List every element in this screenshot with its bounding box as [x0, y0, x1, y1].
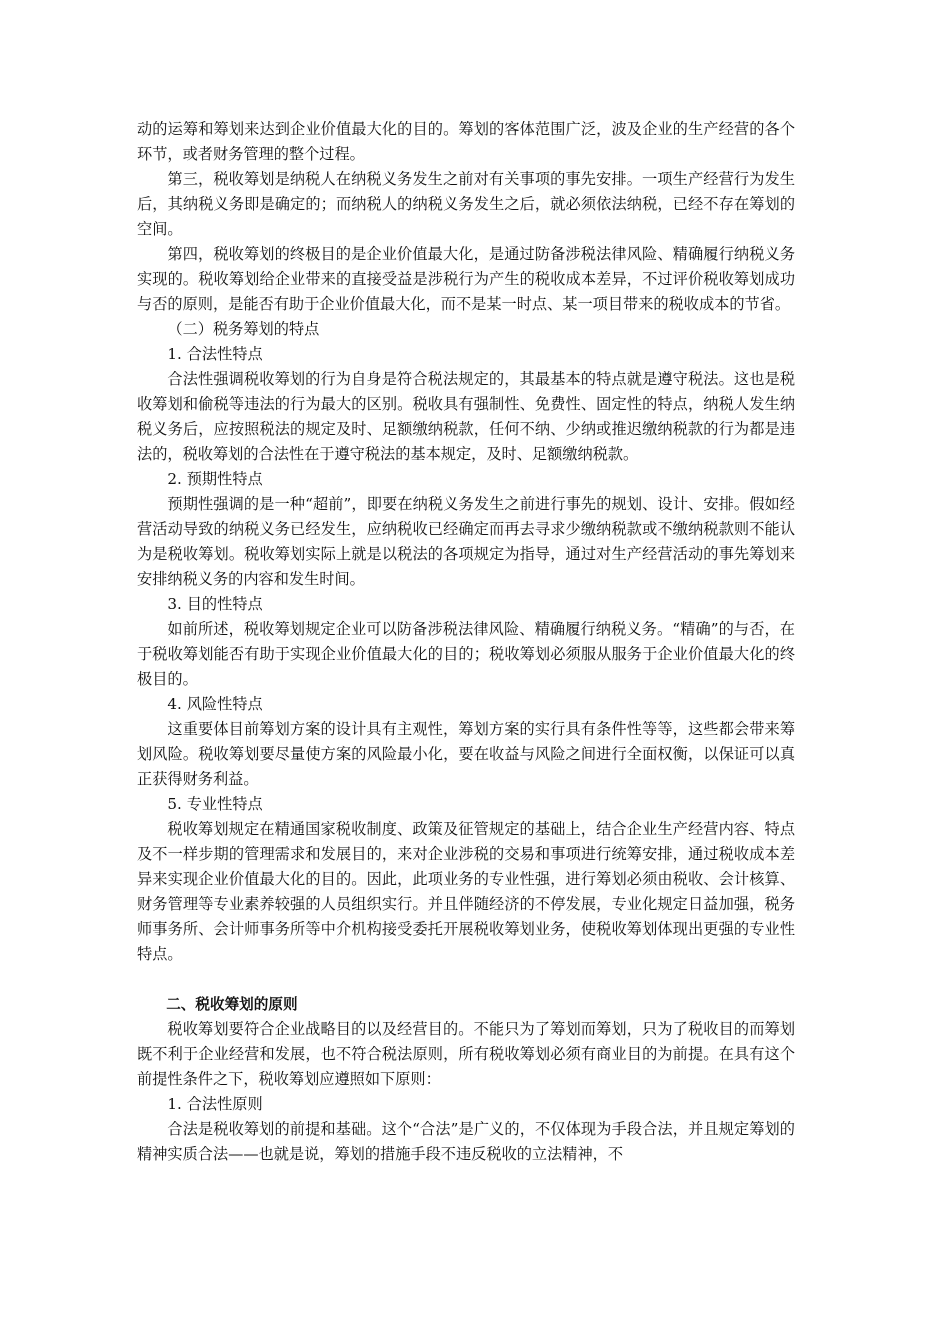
blank-line [137, 967, 795, 992]
subheading-professional: 5. 专业性特点 [167, 795, 263, 813]
subheading-expectancy: 2. 预期性特点 [167, 470, 263, 488]
paragraph-purposiveness: 如前所述，税收筹划规定企业可以防备涉税法律风险、精确履行纳税义务。“精确”的与否，在于税收筹划能否有助于实现企业价值最大化的目的；税收筹划必须服从服务于企业价值最大化的终极目的。 [137, 620, 795, 688]
paragraph-principles-intro: 税收筹划要符合企业战略目的以及经营目的。不能只为了筹划而筹划，只为了税收目的而筹划既不利于企业经营和发展，也不符合税法原则，所有税收筹划必须有商业目的为前提。在具有这个前提性条件之下，税收筹划应遵照如下原则： [137, 1020, 795, 1088]
paragraph-third-point: 第三，税收筹划是纳税人在纳税义务发生之前对有关事项的事先安排。一项生产经营行为发生后，其纳税义务即是确定的；而纳税人的纳税义务发生之后，就必须依法纳税，已经不存在筹划的空间。 [137, 170, 795, 238]
subheading-risk: 4. 风险性特点 [167, 695, 263, 713]
document-page [137, 117, 795, 1167]
paragraph-legality-principle: 合法是税收筹划的前提和基础。这个“合法”是广义的，不仅体现为手段合法，并且规定筹划的精神实质合法——也就是说，筹划的措施手段不违反税收的立法精神，不 [137, 1120, 795, 1163]
subheading-legality: 1. 合法性特点 [167, 345, 263, 363]
section-heading-principles: 二、税收筹划的原则 [166, 996, 298, 1013]
paragraph-expectancy: 预期性强调的是一种“超前”，即要在纳税义务发生之前进行事先的规划、设计、安排。假如经营活动导致的纳税义务已经发生，应纳税收已经确定而再去寻求少缴纳税款或不缴纳税款则不能认为是税收筹划。税收筹划实际上就是以税法的各项规定为指导，通过对生产经营活动的事先筹划来安排纳税义务的内容和发生时间。 [137, 495, 795, 588]
paragraph-legality: 合法性强调税收筹划的行为自身是符合税法规定的，其最基本的特点就是遵守税法。这也是税收筹划和偷税等违法的行为最大的区别。税收具有强制性、免费性、固定性的特点，纳税人发生纳税义务后，应按照税法的规定及时、足额缴纳税款，任何不纳、少纳或推迟缴纳税款的行为都是违法的，税收筹划的合法性在于遵守税法的基本规定，及时、足额缴纳税款。 [137, 370, 795, 463]
paragraph-fourth-point: 第四，税收筹划的终极目的是企业价值最大化，是通过防备涉税法律风险、精确履行纳税义务实现的。税收筹划给企业带来的直接受益是涉税行为产生的税收成本差异，不过评价税收筹划成功与否的原则，是能否有助于企业价值最大化，而不是某一时点、某一项目带来的税收成本的节省。 [137, 245, 795, 313]
paragraph-professional: 税收筹划规定在精通国家税收制度、政策及征管规定的基础上，结合企业生产经营内容、特点及不一样步期的管理需求和发展目的，来对企业涉税的交易和事项进行统筹安排，通过税收成本差异来实现企业价值最大化的目的。因此，此项业务的专业性强，进行筹划必须由税收、会计核算、财务管理等专业素养较强的人员组织实行。并且伴随经济的不停发展，专业化规定日益加强，税务师事务所、会计师事务所等中介机构接受委托开展税收筹划业务，使税收筹划体现出更强的专业性特点。 [137, 820, 795, 963]
subheading-legality-principle: 1. 合法性原则 [167, 1095, 263, 1113]
section-heading-characteristics: （二）税务筹划的特点 [167, 320, 320, 338]
paragraph-risk: 这重要体目前筹划方案的设计具有主观性，筹划方案的实行具有条件性等等，这些都会带来筹划风险。税收筹划要尽量使方案的风险最小化，要在收益与风险之间进行全面权衡，以保证可以真正获得财务利益。 [137, 720, 795, 788]
paragraph-continuation: 动的运筹和筹划来达到企业价值最大化的目的。筹划的客体范围广泛，波及企业的生产经营的各个环节，或者财务管理的整个过程。 [137, 120, 795, 163]
subheading-purposiveness: 3. 目的性特点 [167, 595, 263, 613]
